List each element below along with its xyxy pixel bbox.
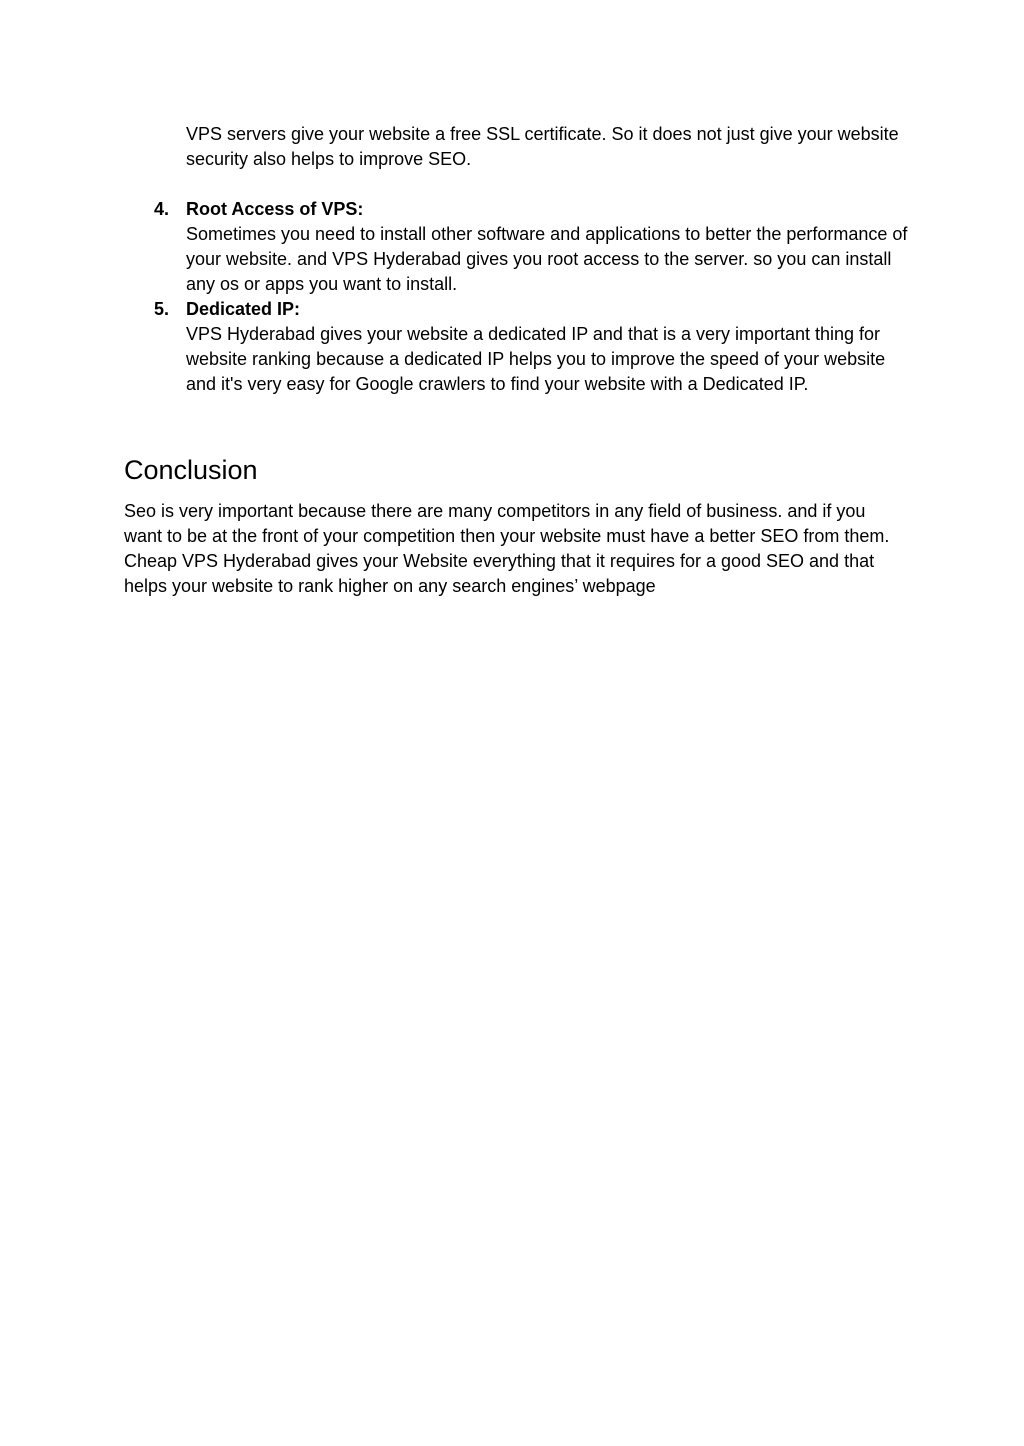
feature-list: [154, 197, 914, 397]
list-item: [154, 297, 914, 397]
list-item-number: 5.: [154, 299, 170, 319]
list-item-number: 4.: [154, 199, 170, 219]
list-item-body: VPS Hyderabad gives your website a dedicated IP and that is a very important thing for website ranking because a dedicated IP helps you to improve the speed of your website and it's very easy for Google crawlers to find your website with a Dedicated IP.: [186, 324, 886, 394]
conclusion-paragraph: Cheap VPS Hyderabad gives your Website everything that it requires for a good SEO and that helps your website to rank higher on any search engines’ webpage: [124, 551, 875, 596]
list-item-body: Sometimes you need to install other software and applications to better the performance of your website. and VPS Hyderabad gives you root access to the server. so you can install any os or apps you want to install.: [186, 224, 908, 294]
list-item: [154, 197, 914, 297]
list-item-heading: Dedicated IP:: [186, 299, 301, 319]
list-item-heading: Root Access of VPS:: [186, 199, 364, 219]
conclusion-paragraph: Seo is very important because there are many competitors in any field of business. and if you want to be at the front of your competition then your website must have a better SEO from them.: [124, 501, 890, 546]
continuation-paragraph: VPS servers give your website a free SSL certificate. So it does not just give your website security also helps to improve SEO.: [186, 124, 899, 169]
conclusion-heading: Conclusion: [124, 455, 258, 485]
conclusion-body: [124, 499, 904, 599]
